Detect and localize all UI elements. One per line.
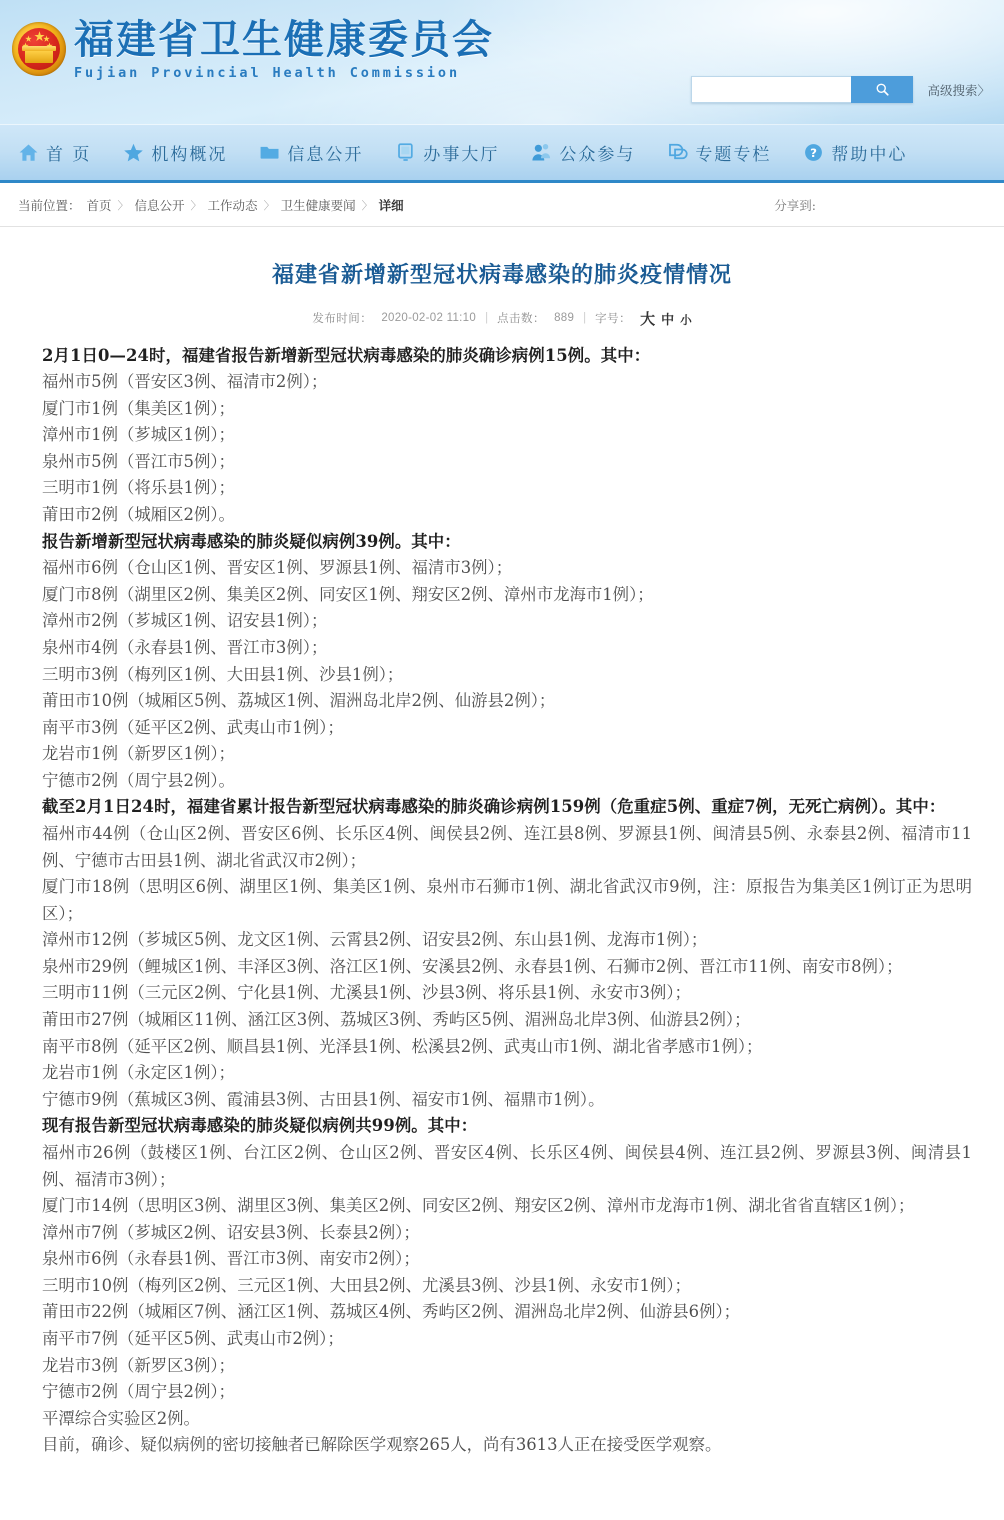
article-paragraph: 厦门市14例（思明区3例、湖里区3例、集美区2例、同安区2例、翔安区2例、漳州市龙海市1例、湖北省省直辖区1例）； (42, 1196, 915, 1216)
article-paragraph: 平潭综合实验区2例。 (42, 1408, 200, 1428)
article-paragraph: 南平市8例（延平区2例、顺昌县1例、光泽县1例、松溪县2例、武夷山市1例、湖北省孝感市1例）； (42, 1036, 763, 1056)
breadcrumb-bar (0, 183, 1004, 227)
nav-item-organization[interactable] (113, 140, 249, 165)
fontsize-controls (640, 308, 692, 329)
article-paragraph-heading: 现有报告新型冠状病毒感染的肺炎疑似病例共99例。其中： (42, 1116, 478, 1136)
site-brand[interactable] (12, 16, 494, 81)
article-paragraph: 漳州市7例（芗城区2例、诏安县3例、长泰县2例）； (42, 1222, 420, 1242)
meta-divider: | (583, 312, 587, 325)
nav-item-special-columns[interactable] (657, 140, 793, 165)
fontsize-label: 字号： (595, 313, 632, 326)
article-paragraph: 福州市5例（晋安区3例、福清市2例）； (42, 372, 328, 392)
article-paragraph: 泉州市4例（永春县1例、晋江市3例）； (42, 637, 328, 657)
article-paragraph: 福州市26例（鼓楼区1例、台江区2例、仓山区2例、晋安区4例、长乐区4例、闽侯县4例、连江县2例、罗源县3例、闽清县1例、福清市3例）； (42, 1142, 972, 1189)
header-search-area (691, 76, 990, 103)
nav-label: 首 页 (46, 145, 92, 165)
article-paragraph: 南平市7例（延平区5例、武夷山市2例）； (42, 1328, 344, 1348)
publish-time-value: 2020-02-02 11:10 (381, 312, 477, 325)
article-paragraph: 漳州市2例（芗城区1例、诏安县1例）； (42, 611, 328, 631)
article-paragraph: 泉州市6例（永春县1例、晋江市3例、南安市2例）； (42, 1249, 420, 1269)
breadcrumb-separator: 〉 (117, 198, 129, 212)
pages-icon (667, 142, 688, 163)
nav-label: 专题专栏 (695, 145, 772, 165)
nav-item-info-disclosure[interactable] (249, 140, 385, 165)
article-paragraph: 三明市3例（梅列区1例、大田县1例、沙县1例）； (42, 664, 404, 684)
site-header (0, 0, 1004, 125)
article-paragraph: 龙岩市1例（新罗区1例）； (42, 744, 235, 764)
article-paragraph: 南平市3例（延平区2例、武夷山市1例）； (42, 717, 344, 737)
article-paragraph: 三明市10例（梅列区2例、三元区1例、大田县2例、尤溪县3例、沙县1例、永安市1例）； (42, 1275, 691, 1295)
breadcrumb-separator: 〉 (263, 198, 275, 212)
article-paragraph: 漳州市1例（芗城区1例）； (42, 425, 235, 445)
article-paragraph: 莆田市10例（城厢区5例、荔城区1例、湄洲岛北岸2例、仙游县2例）； (42, 691, 556, 711)
breadcrumb-item-0[interactable]: 首页 (86, 197, 112, 213)
article-paragraph-heading: 截至2月1日24时，福建省累计报告新型冠状病毒感染的肺炎确诊病例159例（危重症5例、重症7例，无死亡病例）。其中： (42, 797, 946, 817)
nav-label: 公众参与 (559, 145, 636, 165)
article-paragraph: 厦门市1例（集美区1例）； (42, 398, 235, 418)
nav-item-home[interactable] (8, 140, 113, 165)
article-paragraph: 厦门市18例（思明区6例、湖里区1例、集美区1例、泉州市石狮市1例、湖北省武汉市9例，注：原报告为集美区1例订正为思明区）； (42, 877, 972, 923)
star-icon (123, 142, 144, 163)
breadcrumb-lead: 当前位置： (18, 197, 81, 213)
nav-label: 办事大厅 (423, 145, 500, 165)
site-title-cn: 福建省卫生健康委员会 (74, 17, 494, 63)
breadcrumb-separator: 〉 (361, 198, 373, 212)
article-paragraph: 宁德市9例（蕉城区3例、霞浦县3例、古田县1例、福安市1例、福鼎市1例）。 (42, 1089, 605, 1109)
nav-item-service-hall[interactable] (385, 140, 521, 165)
article (0, 261, 1004, 1459)
nav-label: 机构概况 (151, 145, 228, 165)
nav-label: 信息公开 (287, 145, 364, 165)
breadcrumb-item-3[interactable]: 卫生健康要闻 (280, 197, 356, 213)
china-national-emblem-icon: ★ ★ ★ (12, 22, 66, 76)
article-paragraph: 漳州市12例（芗城区5例、龙文区1例、云霄县2例、诏安县2例、东山县1例、龙海市1例）； (42, 930, 708, 950)
article-paragraph: 厦门市8例（湖里区2例、集美区2例、同安区1例、翔安区2例、漳州市龙海市1例）； (42, 584, 654, 604)
article-paragraph-heading: 报告新增新型冠状病毒感染的肺炎疑似病例39例。其中： (42, 531, 461, 551)
article-paragraph: 宁德市2例（周宁县2例）； (42, 1382, 235, 1402)
nav-item-help-center[interactable] (793, 140, 929, 165)
users-icon (531, 142, 552, 163)
article-body (18, 343, 986, 1459)
nav-item-public-participation[interactable] (521, 140, 657, 165)
breadcrumb-item-1[interactable]: 信息公开 (134, 197, 185, 213)
hits-value: 889 (554, 312, 575, 325)
breadcrumb-current: 详细 (378, 197, 404, 213)
monitor-icon (395, 142, 416, 163)
question-icon (803, 142, 824, 163)
fontsize-small-button[interactable]: 小 (680, 314, 692, 327)
search-input[interactable] (691, 76, 851, 103)
nav-label: 帮助中心 (831, 145, 908, 165)
article-paragraph-heading: 2月1日0—24时，福建省报告新增新型冠状病毒感染的肺炎确诊病例15例。其中： (42, 345, 651, 365)
hits-label: 点击数： (497, 313, 546, 326)
breadcrumb (18, 196, 404, 214)
article-paragraph: 莆田市22例（城厢区7例、涵江区1例、荔城区4例、秀屿区2例、湄洲岛北岸2例、仙游县6例）； (42, 1302, 741, 1322)
folder-icon (259, 142, 280, 163)
article-paragraph: 莆田市27例（城厢区11例、涵江区3例、荔城区3例、秀屿区5例、湄洲岛北岸3例、仙游县2例）； (42, 1010, 751, 1030)
article-paragraph: 福州市6例（仓山区1例、晋安区1例、罗源县1例、福清市3例）； (42, 558, 513, 578)
publish-time-label: 发布时间： (312, 313, 373, 326)
article-paragraph: 目前，确诊、疑似病例的密切接触者已解除医学观察265人，尚有3613人正在接受医学观察。 (42, 1435, 722, 1455)
search-button[interactable] (851, 76, 913, 103)
fontsize-medium-button[interactable]: 中 (661, 311, 675, 327)
article-paragraph: 泉州市29例（鲤城区1例、丰泽区3例、洛江区1例、安溪县2例、永春县1例、石狮市2例、晋江市11例、南安市8例）； (42, 956, 903, 976)
article-paragraph: 龙岩市1例（永定区1例）； (42, 1063, 235, 1083)
search-icon (875, 82, 890, 97)
article-paragraph: 宁德市2例（周宁县2例）。 (42, 770, 235, 790)
breadcrumb-separator: 〉 (190, 198, 202, 212)
site-title-en: Fujian Provincial Health Commission (74, 65, 460, 81)
search-box (691, 76, 913, 103)
article-paragraph: 三明市11例（三元区2例、宁化县1例、尤溪县1例、沙县3例、将乐县1例、永安市3例）； (42, 983, 691, 1003)
article-meta (18, 308, 986, 329)
fontsize-large-button[interactable]: 大 (640, 310, 656, 328)
advanced-search-link[interactable]: 高级搜索〉 (927, 83, 990, 98)
breadcrumb-item-2[interactable]: 工作动态 (207, 197, 258, 213)
article-paragraph: 三明市1例（将乐县1例）； (42, 478, 235, 498)
main-navigation (0, 125, 1004, 183)
article-paragraph: 龙岩市3例（新罗区3例）； (42, 1355, 235, 1375)
home-icon (18, 142, 39, 163)
page-title: 福建省新增新型冠状病毒感染的肺炎疫情情况 (271, 262, 732, 288)
svg-text:?: ? (810, 145, 818, 160)
share-label: 分享到: (774, 197, 816, 213)
article-paragraph: 莆田市2例（城厢区2例）。 (42, 505, 235, 525)
article-paragraph: 福州市44例（仓山区2例、晋安区6例、长乐区4例、闽侯县2例、连江县8例、罗源县1例、闽清县5例、永泰县2例、福清市11例、宁德市古田县1例、湖北省武汉市2例）； (42, 824, 972, 870)
meta-divider: | (485, 312, 489, 325)
article-paragraph: 泉州市5例（晋江市5例）； (42, 451, 235, 471)
